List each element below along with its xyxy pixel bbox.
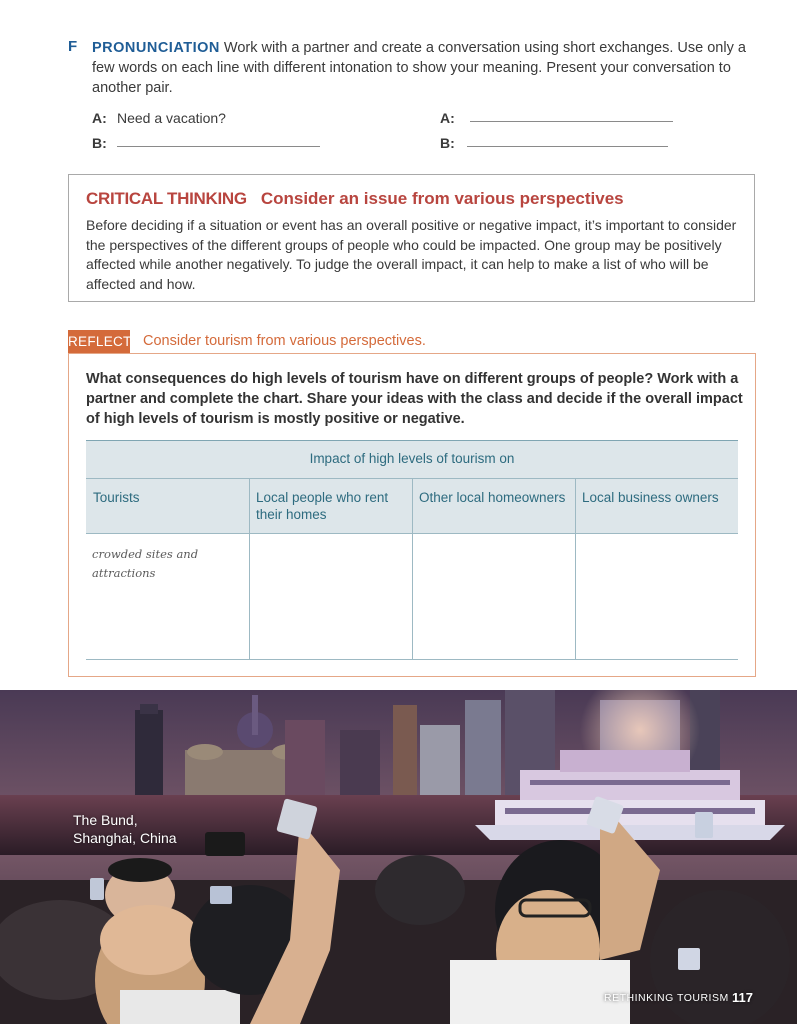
critical-thinking-heading [86, 189, 624, 209]
chart-title: Impact of high levels of tourism on [309, 451, 515, 466]
running-title: RETHINKING TOURISM [604, 992, 729, 1004]
column-header-business-owners: Local business owners [582, 490, 719, 505]
speaker-b-left: B: [92, 135, 107, 151]
critical-thinking-title: Consider an issue from various perspectives [260, 189, 624, 208]
speaker-b-right: B: [440, 135, 455, 151]
example-entry: crowded sites and attractions [92, 547, 199, 580]
answer-blank-b-left[interactable] [117, 146, 320, 147]
page-number: 117 [732, 990, 753, 1005]
chart-cell-other-homeowners[interactable] [419, 536, 569, 656]
line-a-left-text: Need a vacation? [117, 110, 226, 126]
column-header-tourists: Tourists [93, 490, 140, 505]
column-header-other-homeowners: Other local homeowners [419, 490, 566, 505]
pronunciation-text: Work with a partner and create a conversation using short exchanges. Use only a few words on each line with different intonation to show your meaning. Present your conversation to another pair. [92, 40, 746, 96]
answer-blank-a-right[interactable] [470, 121, 673, 122]
photo-caption [73, 811, 177, 847]
chart-cell-business-owners[interactable] [582, 536, 732, 656]
night-crowd-illustration [0, 690, 797, 1024]
column-header-local-renters: Local people who rent their homes [256, 490, 389, 522]
chart-bottom-rule [86, 659, 738, 660]
reflect-title: Consider tourism from various perspectives. [143, 333, 426, 349]
photo-caption-line2: Shanghai, China [73, 830, 177, 846]
critical-thinking-label: CRITICAL THINKING [86, 189, 247, 208]
photo-caption-line1: The Bund, [73, 812, 138, 828]
column-divider [575, 478, 576, 660]
reflect-tag: REFLECT [68, 330, 130, 353]
column-divider [412, 478, 413, 660]
chart-cell-local-renters[interactable] [256, 536, 406, 656]
column-divider [249, 478, 250, 660]
photo-the-bund [0, 690, 797, 1024]
answer-blank-b-right[interactable] [467, 146, 668, 147]
pronunciation-title: PRONUNCIATION [92, 40, 220, 56]
critical-thinking-body: Before deciding if a situation or event has an overall positive or negative impact, it’s important to consider the perspectives of the different groups of people who could be impacted. One group may be positively affected while another negatively. To judge the overall impact, it can help to make a list of who will be affected and how. [86, 217, 737, 292]
pronunciation-instructions [92, 38, 767, 98]
speaker-a-left: A: [92, 110, 107, 126]
section-letter: F [68, 38, 78, 55]
speaker-a-right: A: [440, 110, 455, 126]
reflect-instructions: What consequences do high levels of tourism have on different groups of people? Work with a partner and complete the chart. Share your ideas with the class and decide if the overall impact of high levels of tourism is mostly positive or negative. [86, 371, 743, 427]
